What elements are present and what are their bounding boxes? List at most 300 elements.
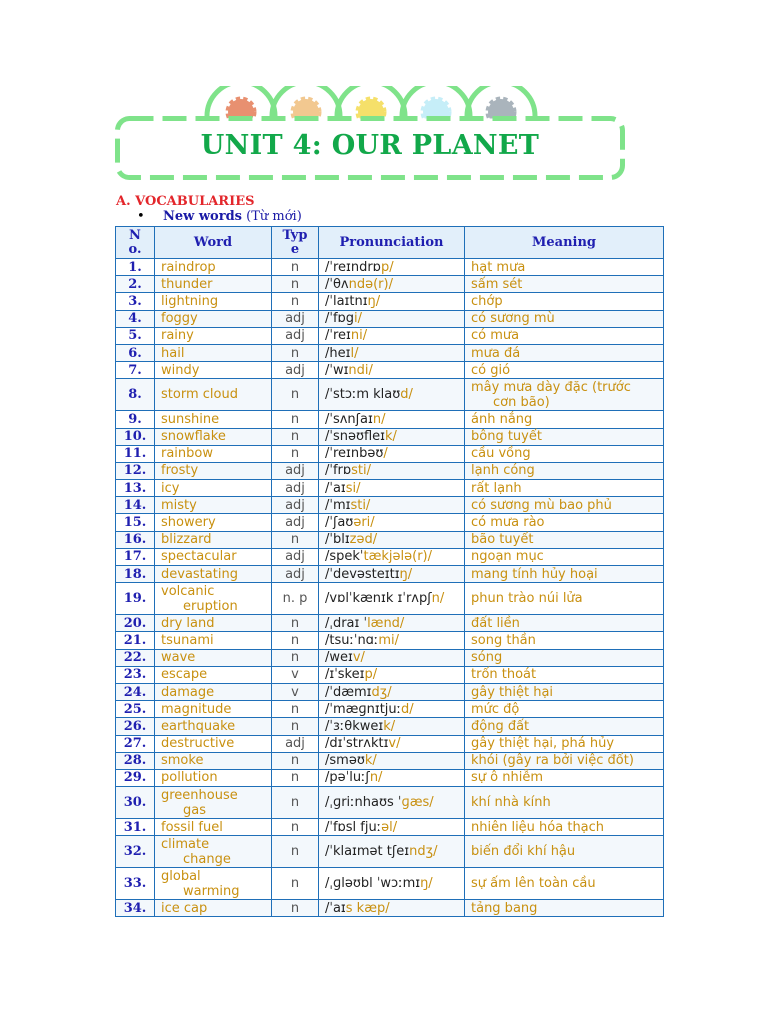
pronunciation-text: /ˈsʌnʃaɪ [325, 411, 373, 427]
meaning-text: đất liền [471, 615, 520, 631]
type-cell [272, 649, 319, 666]
pronunciation-text: /ˈaɪ [325, 480, 346, 496]
pronunciation-highlight: ŋ/ [367, 293, 381, 309]
table-row [116, 276, 664, 293]
type-text: n [290, 900, 300, 916]
word-cell [155, 819, 272, 836]
meaning-text: trốn thoát [471, 667, 537, 683]
pronunciation-cell [319, 293, 465, 310]
type-cell [272, 327, 319, 344]
pronunciation-text: /sməʊ [325, 753, 365, 769]
row-number [116, 310, 155, 327]
word-cell [155, 462, 272, 479]
meaning-text: mang tính hủy hoại [471, 566, 598, 582]
row-number-text: 34. [123, 900, 147, 916]
pronunciation-highlight: ɡæs/ [401, 795, 434, 811]
pronunciation-text: /tsuːˈnɑː [325, 632, 379, 648]
type-cell [272, 276, 319, 293]
type-text: n [290, 718, 300, 734]
word-text: rainy [161, 328, 194, 344]
row-number-text: 17. [123, 549, 147, 565]
word-text-continued: gas [183, 802, 206, 818]
type-text: n [290, 345, 300, 361]
table-row [116, 566, 664, 583]
type-cell [272, 310, 319, 327]
type-cell [272, 497, 319, 514]
pronunciation-cell [319, 752, 465, 769]
word-text: global [161, 868, 201, 884]
pronunciation-text: /ˈreɪndrɒ [325, 259, 381, 275]
pronunciation-highlight: tækjələ(r)/ [363, 549, 432, 565]
pronunciation-text: /ˈɜːθkweɪ [325, 718, 384, 734]
meaning-text: có sương mù [471, 311, 555, 327]
table-row [116, 819, 664, 836]
pronunciation-highlight: i/ [354, 311, 363, 327]
table-row [116, 752, 664, 769]
row-number-text: 21. [123, 632, 147, 648]
pronunciation-highlight: d/ [400, 387, 413, 403]
type-text: n [290, 632, 300, 648]
pronunciation-highlight: ndə(r)/ [348, 276, 393, 292]
row-number-text: 4. [128, 311, 142, 327]
pronunciation-cell [319, 480, 465, 497]
pronunciation-highlight: sti/ [351, 463, 372, 479]
row-number [116, 615, 155, 632]
row-number [116, 836, 155, 868]
meaning-text: song thần [471, 632, 536, 648]
type-cell [272, 900, 319, 917]
word-text-continued: warming [183, 883, 240, 899]
type-text: n [290, 276, 300, 292]
table-row [116, 531, 664, 548]
pronunciation-cell [319, 344, 465, 361]
table-row [116, 411, 664, 428]
meaning-cell [465, 583, 664, 615]
table-row [116, 836, 664, 868]
word-text-continued: change [183, 851, 231, 867]
row-number [116, 411, 155, 428]
pronunciation-text: /ˈlaɪtnɪ [325, 293, 368, 309]
row-number-text: 29. [123, 770, 147, 786]
word-cell [155, 666, 272, 683]
word-cell [155, 649, 272, 666]
pronunciation-highlight: v/ [388, 736, 401, 752]
table-row [116, 632, 664, 649]
pronunciation-cell [319, 259, 465, 276]
word-text: ice cap [161, 900, 208, 916]
meaning-text: có mưa rào [471, 515, 545, 531]
meaning-text: khí nhà kính [471, 795, 551, 811]
row-number-text: 10. [123, 429, 147, 445]
word-cell [155, 836, 272, 868]
pronunciation-highlight: ndi/ [348, 362, 373, 378]
table-row [116, 548, 664, 565]
row-number-text: 27. [123, 736, 147, 752]
pronunciation-cell [319, 701, 465, 718]
word-cell [155, 293, 272, 310]
pronunciation-text: /ˈaɪ [325, 900, 346, 916]
type-text: adj [285, 311, 305, 327]
word-text: dry land [161, 615, 215, 631]
table-row [116, 787, 664, 819]
word-text: tsunami [161, 632, 214, 648]
type-cell [272, 548, 319, 565]
word-cell [155, 718, 272, 735]
table-row [116, 769, 664, 786]
meaning-text: sự ấm lên toàn cầu [471, 876, 596, 892]
meaning-text: sóng [471, 650, 503, 666]
type-text: n [290, 259, 300, 275]
meaning-cell [465, 548, 664, 565]
pronunciation-text: /vɒlˈkænɪk ɪˈrʌpʃ [325, 591, 432, 607]
pronunciation-text: /ˈmæɡnɪtjuː [325, 701, 402, 717]
meaning-text: nhiên liệu hóa thạch [471, 819, 605, 835]
word-cell [155, 735, 272, 752]
pronunciation-cell [319, 497, 465, 514]
table-row [116, 701, 664, 718]
word-cell [155, 362, 272, 379]
pronunciation-highlight: p/ [380, 259, 394, 275]
type-cell [272, 615, 319, 632]
type-cell [272, 293, 319, 310]
word-text: smoke [161, 753, 204, 769]
row-number-text: 13. [123, 480, 147, 496]
table-row [116, 480, 664, 497]
meaning-text-continued: cơn bão) [493, 394, 550, 410]
meaning-text: rất lạnh [471, 480, 522, 496]
word-text: greenhouse [161, 787, 238, 803]
type-cell [272, 787, 319, 819]
word-text: frosty [161, 463, 199, 479]
pronunciation-cell [319, 632, 465, 649]
pronunciation-highlight: sti/ [350, 497, 371, 513]
meaning-text: bông tuyết [471, 429, 542, 445]
meaning-cell [465, 819, 664, 836]
meaning-cell [465, 769, 664, 786]
meaning-cell [465, 531, 664, 548]
type-cell [272, 819, 319, 836]
row-number-text: 6. [128, 345, 142, 361]
type-text: n [290, 293, 300, 309]
table-row [116, 868, 664, 900]
word-cell [155, 480, 272, 497]
table-row [116, 259, 664, 276]
word-text: snowflake [161, 429, 226, 445]
meaning-text: cầu vồng [471, 446, 531, 462]
type-cell [272, 701, 319, 718]
row-number-text: 16. [123, 532, 147, 548]
table-header-row [116, 227, 664, 259]
pronunciation-cell [319, 787, 465, 819]
meaning-text: tảng bang [471, 900, 538, 916]
word-text: devastating [161, 566, 238, 582]
pronunciation-highlight: mi/ [378, 632, 399, 648]
row-number-text: 5. [128, 328, 142, 344]
table-row [116, 428, 664, 445]
word-text: raindrop [161, 259, 216, 275]
type-cell [272, 566, 319, 583]
type-text: adj [285, 549, 305, 565]
type-cell [272, 583, 319, 615]
word-cell [155, 868, 272, 900]
pronunciation-text: /ˈfɒsl fjuː [325, 819, 382, 835]
row-number [116, 327, 155, 344]
word-text-continued: eruption [183, 598, 238, 614]
row-number-text: 30. [123, 795, 147, 811]
word-cell [155, 566, 272, 583]
row-number-text: 8. [128, 387, 142, 403]
pronunciation-highlight: l/ [350, 345, 359, 361]
meaning-text: có mưa [471, 328, 520, 344]
row-number-text: 3. [128, 293, 142, 309]
pronunciation-cell [319, 868, 465, 900]
pronunciation-cell [319, 735, 465, 752]
pronunciation-cell [319, 666, 465, 683]
pronunciation-text: /ˌɡləʊbl ˈwɔːmɪ [325, 876, 421, 892]
header-meaning: Meaning [465, 227, 664, 259]
word-text: volcanic [161, 583, 215, 599]
type-cell [272, 445, 319, 462]
word-text: escape [161, 667, 208, 683]
table-row [116, 445, 664, 462]
type-cell [272, 480, 319, 497]
word-cell [155, 428, 272, 445]
meaning-cell [465, 701, 664, 718]
table-row [116, 462, 664, 479]
pronunciation-cell [319, 362, 465, 379]
meaning-cell [465, 514, 664, 531]
word-text: rainbow [161, 446, 213, 462]
word-text: damage [161, 684, 215, 700]
table-row [116, 718, 664, 735]
pronunciation-text: /ˈmɪ [325, 497, 351, 513]
type-text: n [290, 446, 300, 462]
word-cell [155, 344, 272, 361]
pronunciation-text: /dɪˈstrʌktɪ [325, 736, 389, 752]
word-cell [155, 632, 272, 649]
table-row [116, 615, 664, 632]
row-number [116, 769, 155, 786]
word-cell [155, 497, 272, 514]
word-text: pollution [161, 770, 218, 786]
pronunciation-cell [319, 566, 465, 583]
word-text: climate [161, 836, 210, 852]
pronunciation-text: /ˈfɒg [325, 311, 355, 327]
table-row [116, 514, 664, 531]
word-cell [155, 531, 272, 548]
word-cell [155, 583, 272, 615]
pronunciation-text: /heɪ [325, 345, 351, 361]
pronunciation-highlight: si/ [345, 480, 361, 496]
row-number [116, 666, 155, 683]
row-number-text: 9. [128, 411, 142, 427]
meaning-cell [465, 900, 664, 917]
word-text: magnitude [161, 701, 232, 717]
word-cell [155, 514, 272, 531]
type-cell [272, 362, 319, 379]
row-number [116, 752, 155, 769]
row-number-text: 24. [123, 684, 147, 700]
pronunciation-cell [319, 310, 465, 327]
type-text: adj [285, 463, 305, 479]
row-number [116, 480, 155, 497]
word-cell [155, 701, 272, 718]
pronunciation-highlight: v/ [352, 650, 365, 666]
row-number [116, 787, 155, 819]
type-cell [272, 683, 319, 700]
meaning-text: mây mưa dày đặc (trước [471, 379, 631, 395]
meaning-cell [465, 428, 664, 445]
pronunciation-cell [319, 276, 465, 293]
meaning-text: sấm sét [471, 276, 523, 292]
type-cell [272, 752, 319, 769]
meaning-cell [465, 293, 664, 310]
type-cell [272, 718, 319, 735]
meaning-text: động đất [471, 718, 530, 734]
row-number-text: 14. [123, 497, 147, 513]
type-text: n [290, 650, 300, 666]
meaning-cell [465, 683, 664, 700]
meaning-text: ngoạn mục [471, 549, 544, 565]
bullet-icon: • [137, 209, 145, 224]
pronunciation-highlight: n/ [372, 411, 386, 427]
type-text: n [290, 819, 300, 835]
meaning-cell [465, 735, 664, 752]
word-cell [155, 769, 272, 786]
row-number [116, 632, 155, 649]
row-number-text: 23. [123, 667, 147, 683]
pronunciation-highlight: ŋ/ [420, 876, 433, 892]
table-row [116, 310, 664, 327]
word-text: blizzard [161, 532, 212, 548]
meaning-cell [465, 344, 664, 361]
word-cell [155, 752, 272, 769]
meaning-cell [465, 868, 664, 900]
row-number-text: 31. [123, 819, 147, 835]
meaning-cell [465, 362, 664, 379]
pronunciation-cell [319, 411, 465, 428]
word-text: spectacular [161, 549, 237, 565]
type-text: n. p [282, 591, 308, 607]
word-text: misty [161, 497, 197, 513]
row-number [116, 514, 155, 531]
row-number-text: 22. [123, 650, 147, 666]
word-text: destructive [161, 736, 235, 752]
type-text: n [290, 532, 300, 548]
word-text: showery [161, 515, 216, 531]
pronunciation-text: /ˈdæmɪ [325, 684, 372, 700]
meaning-cell [465, 718, 664, 735]
type-text: n [290, 387, 300, 403]
pronunciation-cell [319, 683, 465, 700]
pronunciation-highlight: dʒ/ [371, 684, 392, 700]
title-banner [115, 86, 625, 182]
pronunciation-highlight: zəd/ [349, 532, 378, 548]
word-cell [155, 445, 272, 462]
table-row [116, 583, 664, 615]
subheading [137, 209, 302, 224]
meaning-cell [465, 666, 664, 683]
pronunciation-text: /spekˈ [325, 549, 364, 565]
type-cell [272, 836, 319, 868]
pronunciation-cell [319, 445, 465, 462]
meaning-text: ánh nắng [471, 411, 533, 427]
meaning-text: biến đổi khí hậu [471, 844, 576, 860]
pronunciation-highlight: əl/ [381, 819, 398, 835]
meaning-cell [465, 566, 664, 583]
type-cell [272, 868, 319, 900]
table-row [116, 327, 664, 344]
word-cell [155, 259, 272, 276]
type-text: adj [285, 515, 305, 531]
header-word: Word [155, 227, 272, 259]
meaning-cell [465, 480, 664, 497]
row-number-text: 18. [123, 566, 147, 582]
table-row [116, 683, 664, 700]
meaning-text: khói (gây ra bởi việc đốt) [471, 753, 634, 769]
pronunciation-cell [319, 649, 465, 666]
row-number [116, 531, 155, 548]
meaning-cell [465, 276, 664, 293]
word-cell [155, 683, 272, 700]
table-row [116, 379, 664, 411]
meaning-cell [465, 379, 664, 411]
type-cell [272, 428, 319, 445]
row-number-text: 25. [123, 701, 147, 717]
row-number [116, 566, 155, 583]
meaning-cell [465, 445, 664, 462]
pronunciation-text: /ˈθʌ [325, 276, 349, 292]
type-text: v [291, 684, 299, 700]
pronunciation-highlight: d/ [401, 701, 414, 717]
row-number-text: 32. [123, 844, 147, 860]
meaning-text: mức độ [471, 701, 520, 717]
type-text: n [290, 411, 300, 427]
pronunciation-cell [319, 900, 465, 917]
type-cell [272, 735, 319, 752]
type-cell [272, 411, 319, 428]
type-text: n [290, 429, 300, 445]
row-number [116, 362, 155, 379]
pronunciation-text: /weɪ [325, 650, 353, 666]
pronunciation-cell [319, 615, 465, 632]
word-text: storm cloud [161, 387, 238, 403]
word-cell [155, 900, 272, 917]
meaning-text: gây thiệt hại [471, 684, 554, 700]
type-text: n [290, 844, 300, 860]
pronunciation-highlight: n/ [369, 770, 383, 786]
word-text: thunder [161, 276, 213, 292]
type-cell [272, 344, 319, 361]
meaning-text: mưa đá [471, 345, 521, 361]
meaning-cell [465, 787, 664, 819]
row-number-text: 26. [123, 718, 147, 734]
row-number-text: 7. [128, 362, 142, 378]
word-text: earthquake [161, 718, 236, 734]
word-text: foggy [161, 311, 198, 327]
row-number [116, 735, 155, 752]
pronunciation-text: /pəˈluːʃ [325, 770, 370, 786]
pronunciation-text: /ˈreɪ [325, 328, 351, 344]
word-cell [155, 548, 272, 565]
meaning-cell [465, 836, 664, 868]
pronunciation-highlight: lænd/ [367, 615, 405, 631]
type-text: adj [285, 497, 305, 513]
row-number [116, 445, 155, 462]
type-text: adj [285, 736, 305, 752]
pronunciation-cell [319, 583, 465, 615]
row-number [116, 701, 155, 718]
